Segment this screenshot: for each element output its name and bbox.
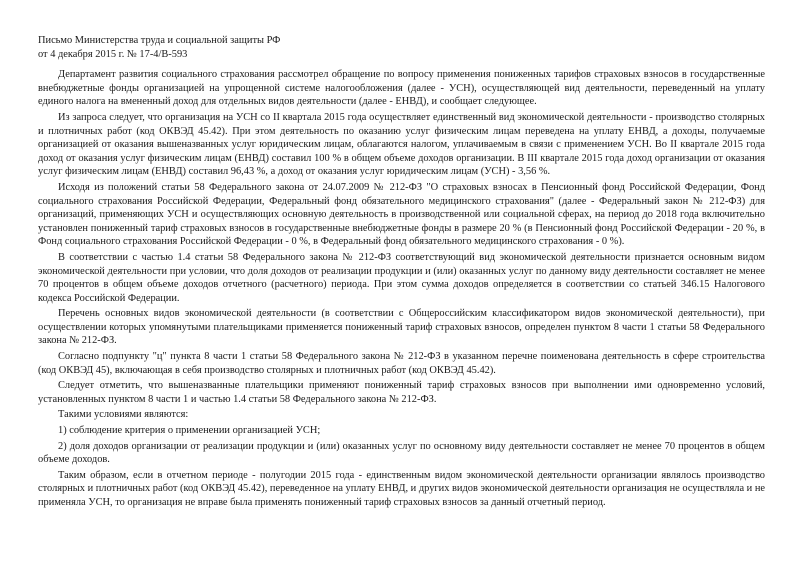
paragraph-main-activity-criteria: В соответствии с частью 1.4 статьи 58 Федерального закона № 212-ФЗ соответствующий вид экономической деятельности признается основным видом экономической деятельности при условии, что доля доходов от реализации продукции и (или) оказанных услуг по данному виду деятельности составляет не менее 70 процентов в общем объеме доходов отчетного (расчетного) периода. При этом сумма доходов определяется в соответствии со статьей 346.15 Налогового кодекса Российской Федерации. bbox=[38, 251, 765, 304]
paragraph-request-details: Из запроса следует, что организация на УСН со II квартала 2015 года осуществляет единственный вид экономической деятельности - производство столярных и плотничных работ (код ОКВЭД 45.42). При этом деятельность по оказанию услуг физическим лицам переведена на уплату ЕНВД, а доходы, получаемые организацией от оказания вышеназванных услуг юридическим лицам, облагаются налогом, уплачиваемым в связи с применением УСН. Во II квартале 2015 года доход от оказания услуг физическим лицам (ЕНВД) составил 100 % в общем объеме доходов организации. В III квартале 2015 года доход организации от оказания услуг физическим лицам (ЕНВД) составил 96,43 %, а доход от оказания услуг юридическим лицам (УСН) - 3,56 %. bbox=[38, 111, 765, 178]
paragraph-activity-list: Перечень основных видов экономической деятельности (в соответствии с Общероссийским классификатором видов экономической деятельности), при осуществлении которых упомянутыми плательщиками применяется пониженный тариф страховых взносов, определен пунктом 8 части 1 статьи 58 Федерального закона № 212-ФЗ. bbox=[38, 308, 765, 347]
list-item-condition-2: 2) доля доходов организации от реализации продукции и (или) оказанных услуг по основному виду деятельности составляет не менее 70 процентов в общем объеме доходов. bbox=[38, 440, 765, 466]
paragraph-law-provisions: Исходя из положений статьи 58 Федерального закона от 24.07.2009 № 212-ФЗ "О страховых взносах в Пенсионный фонд Российской Федерации, Фонд социального страхования Российской Федерации, Федеральный фонд обязательного медицинского страхования" (далее - Федеральный закон № 212-ФЗ) для организаций, применяющих УСН и осуществляющих основную деятельность в производственной или социальной сферах, на период до 2018 года включительно установлен пониженный тариф страховых взносов в государственные внебюджетные фонды в размере 20 % (в Пенсионный фонд Российской Федерации - 20 %, в Фонд социального страхования Российской Федерации - 0 %, в Федеральный фонд обязательного медицинского страхования - 0 %). bbox=[38, 181, 765, 248]
paragraph-conditions-heading: Такими условиями являются: bbox=[58, 409, 189, 421]
paragraph-conditions-note: Следует отметить, что вышеназванные плательщики применяют пониженный тариф страховых взносов при выполнении ими одновременно условий, установленных пунктом 8 части 1 и частью 1.4 статьи 58 Федерального закона № 212-ФЗ. bbox=[38, 380, 765, 405]
document-title: Письмо Министерства труда и социальной защиты РФ bbox=[38, 35, 281, 46]
document-header bbox=[38, 34, 765, 61]
document-body bbox=[38, 68, 765, 509]
document-page bbox=[38, 34, 765, 512]
document-date-number: от 4 декабря 2015 г. № 17-4/В-593 bbox=[38, 48, 188, 60]
paragraph-construction-code: Согласно подпункту "ц" пункта 8 части 1 статьи 58 Федерального закона № 212-ФЗ в указанном перечне поименована деятельность в сфере строительства (код ОКВЭД 45), включающая в себя производство столярных и плотничных работ (код ОКВЭД 45.42). bbox=[38, 351, 765, 376]
list-item-condition-1: 1) соблюдение критерия о применении организацией УСН; bbox=[58, 425, 321, 437]
paragraph-intro: Департамент развития социального страхования рассмотрел обращение по вопросу применения пониженных тарифов страховых взносов в государственные внебюджетные фонды организацией на упрощенной системе налогообложения (далее - УСН), осуществляющей вид деятельности, переведенный на уплату единого налога на вмененный доход для отдельных видов деятельности (далее - ЕНВД), и сообщает следующее. bbox=[38, 69, 765, 108]
paragraph-conclusion: Таким образом, если в отчетном периоде - полугодии 2015 года - единственным видом экономической деятельности организации являлось производство столярных и плотничных работ (код ОКВЭД 45.42), переведенное на уплату ЕНВД, и других видов экономической деятельности организация не осуществляла и не применяла УСН, то организация не вправе была применять пониженный тариф страховых взносов за данный отчетный период. bbox=[38, 469, 765, 508]
